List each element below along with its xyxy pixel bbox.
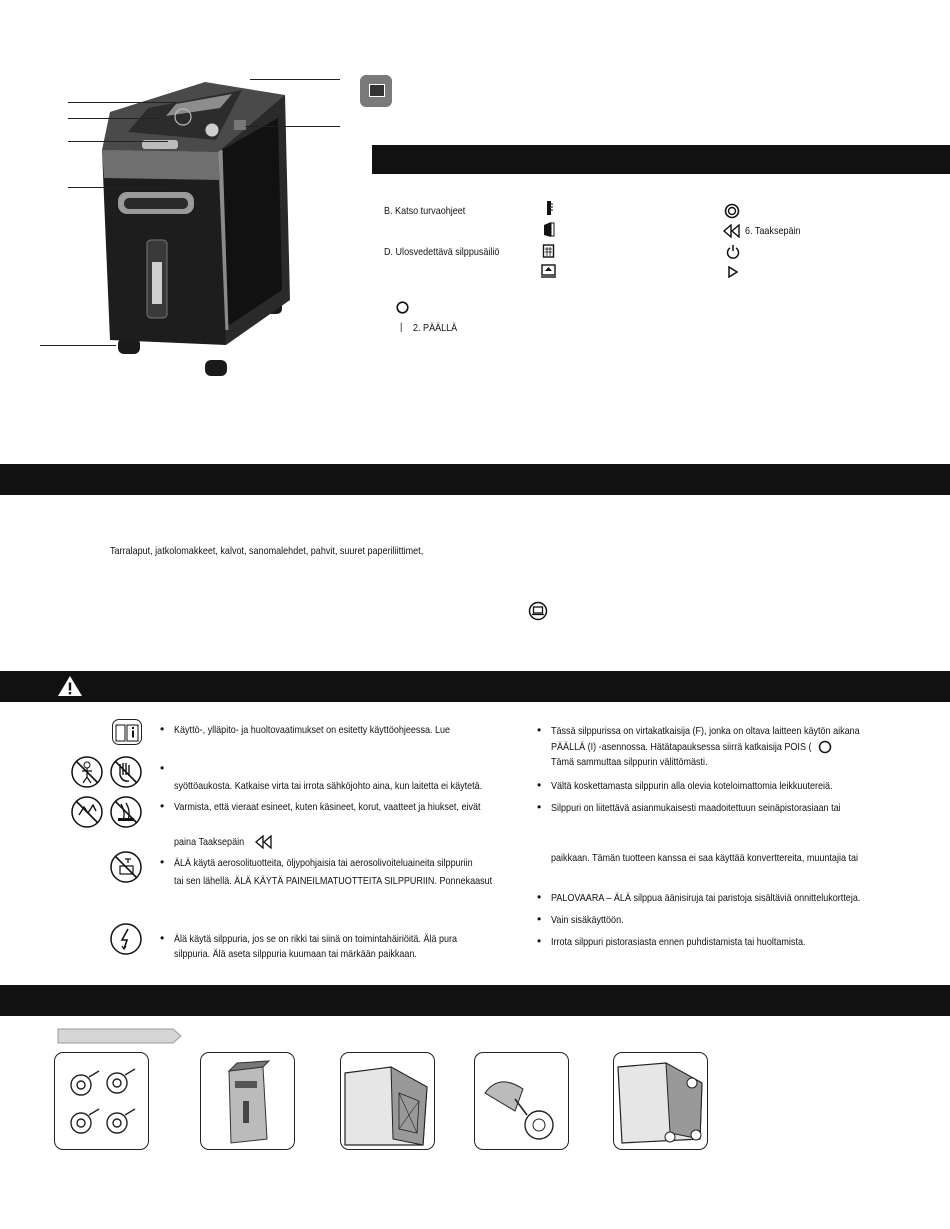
section-header-bar xyxy=(0,464,950,495)
lightning-icon xyxy=(109,922,143,956)
forward-arrow-icon xyxy=(727,266,739,278)
step-assembled xyxy=(613,1052,708,1150)
thermometer-icon xyxy=(544,201,554,217)
label-reverse: 6. Taaksepäin xyxy=(745,225,801,237)
callout-line xyxy=(68,187,168,188)
arrow-banner xyxy=(57,1028,183,1044)
safety-right-1b: PÄÄLLÄ (I) -asennossa. Hätätapauksessa siirrä katkaisija POIS ( xyxy=(551,741,812,753)
callout-line xyxy=(250,79,340,80)
bullet: • xyxy=(160,855,165,869)
reverse-double-arrow-icon xyxy=(722,224,742,238)
callout-line xyxy=(68,141,168,142)
safety-right-6: Irrota silppuri pistorasiasta ennen puhdistamista tai huoltamista. xyxy=(551,936,806,948)
door-open-icon xyxy=(543,222,555,238)
bullet: • xyxy=(160,722,165,736)
safety-right-3: Silppuri on liitettävä asianmukaisesti maadoitettuun seinäpistorasiaan tai xyxy=(551,802,841,814)
safety-header-bar xyxy=(0,671,950,702)
no-loose-clothing-icon xyxy=(70,795,104,829)
warning-triangle-icon xyxy=(56,674,84,698)
on-symbol: | xyxy=(400,321,403,333)
bullet: • xyxy=(160,799,165,813)
step-shredder xyxy=(200,1052,295,1150)
safety-right-5: Vain sisäkäyttöön. xyxy=(551,914,624,926)
no-aerosol-icon xyxy=(109,850,143,884)
label-on: 2. PÄÄLLÄ xyxy=(413,322,458,334)
callout-line xyxy=(68,118,158,119)
assembly-header-bar xyxy=(0,985,950,1016)
safety-left-3: Varmista, että vieraat esineet, kuten käsineet, korut, vaatteet ja hiukset, eivät xyxy=(174,801,481,813)
bullet: • xyxy=(537,912,542,926)
off-circle-icon xyxy=(818,740,832,754)
safety-left-4a: ÄLÄ käytä aerosolituotteita, öljypohjaisia tai aerosolivoiteluaineita silppuriin xyxy=(174,857,473,869)
safety-right-4: PALOVAARA – ÄLÄ silppua äänisiruja tai paristoja sisältäviä onnittelukortteja. xyxy=(551,892,861,904)
bullet: • xyxy=(537,778,542,792)
callout-line xyxy=(245,126,340,127)
bullet: • xyxy=(537,890,542,904)
safety-left-4b: tai sen lähellä. ÄLÄ KÄYTÄ PAINEILMATUOTTEITA SILPPURIIN. Ponnekaasut xyxy=(174,875,493,887)
callout-line xyxy=(68,102,176,103)
overload-icon xyxy=(541,264,556,278)
shredder-slot-icon xyxy=(528,601,548,621)
safety-right-1c: Tämä sammuttaa silppurin välittömästi. xyxy=(551,756,708,768)
safety-left-5a: Älä käytä silppuria, jos se on rikki tai siinä on toimintahäiriöitä. Älä pura xyxy=(174,933,458,945)
bin-full-icon xyxy=(542,244,555,258)
bullet: • xyxy=(537,934,542,948)
reverse-double-arrow-icon xyxy=(254,835,274,849)
safety-left-3-reverse: paina Taaksepäin xyxy=(174,836,245,848)
safety-right-1a: Tässä silppurissa on virtakatkaisija (F), jonka on oltava laitteen käytön aikana xyxy=(551,725,860,737)
step-casters xyxy=(54,1052,149,1150)
step-attach-caster xyxy=(474,1052,569,1150)
control-panel-icon xyxy=(360,75,392,107)
label-d: D. Ulosvedettävä silppusäiliö xyxy=(384,246,500,258)
no-children-icon xyxy=(70,755,104,789)
materials-not-allowed: Tarralaput, jatkolomakkeet, kalvot, sanomalehdet, pahvit, suuret paperiliittimet, xyxy=(110,545,424,557)
power-icon xyxy=(726,244,740,259)
bullet: • xyxy=(537,800,542,814)
section-header-bar xyxy=(372,145,950,174)
bullet: • xyxy=(537,723,542,737)
safety-left-5b: silppuria. Älä aseta silppuria kuumaan tai märkään paikkaan. xyxy=(174,948,417,960)
bullet: • xyxy=(160,931,165,945)
callout-line xyxy=(40,345,116,346)
no-hair-icon xyxy=(109,795,143,829)
auto-on-ring-icon xyxy=(724,203,740,219)
off-circle-icon xyxy=(396,301,409,314)
step-tip-over xyxy=(340,1052,435,1150)
bullet: • xyxy=(160,761,165,775)
label-b: B. Katso turvaohjeet xyxy=(384,205,466,217)
safety-right-3-cont: paikkaan. Tämän tuotteen kanssa ei saa käyttää konverttereita, muuntajia tai xyxy=(551,852,859,864)
read-manual-icon xyxy=(112,719,142,745)
safety-right-2: Vältä koskettamasta silppurin alla olevia koteloimattomia leikkuutereiä. xyxy=(551,780,833,792)
safety-left-1: Käyttö-, ylläpito- ja huoltovaatimukset on esitetty käyttöohjeessa. Lue xyxy=(174,724,451,736)
safety-left-2: syöttöaukosta. Katkaise virta tai irrota sähköjohto aina, kun laitetta ei käytetä. xyxy=(174,780,483,792)
no-hands-icon xyxy=(109,755,143,789)
